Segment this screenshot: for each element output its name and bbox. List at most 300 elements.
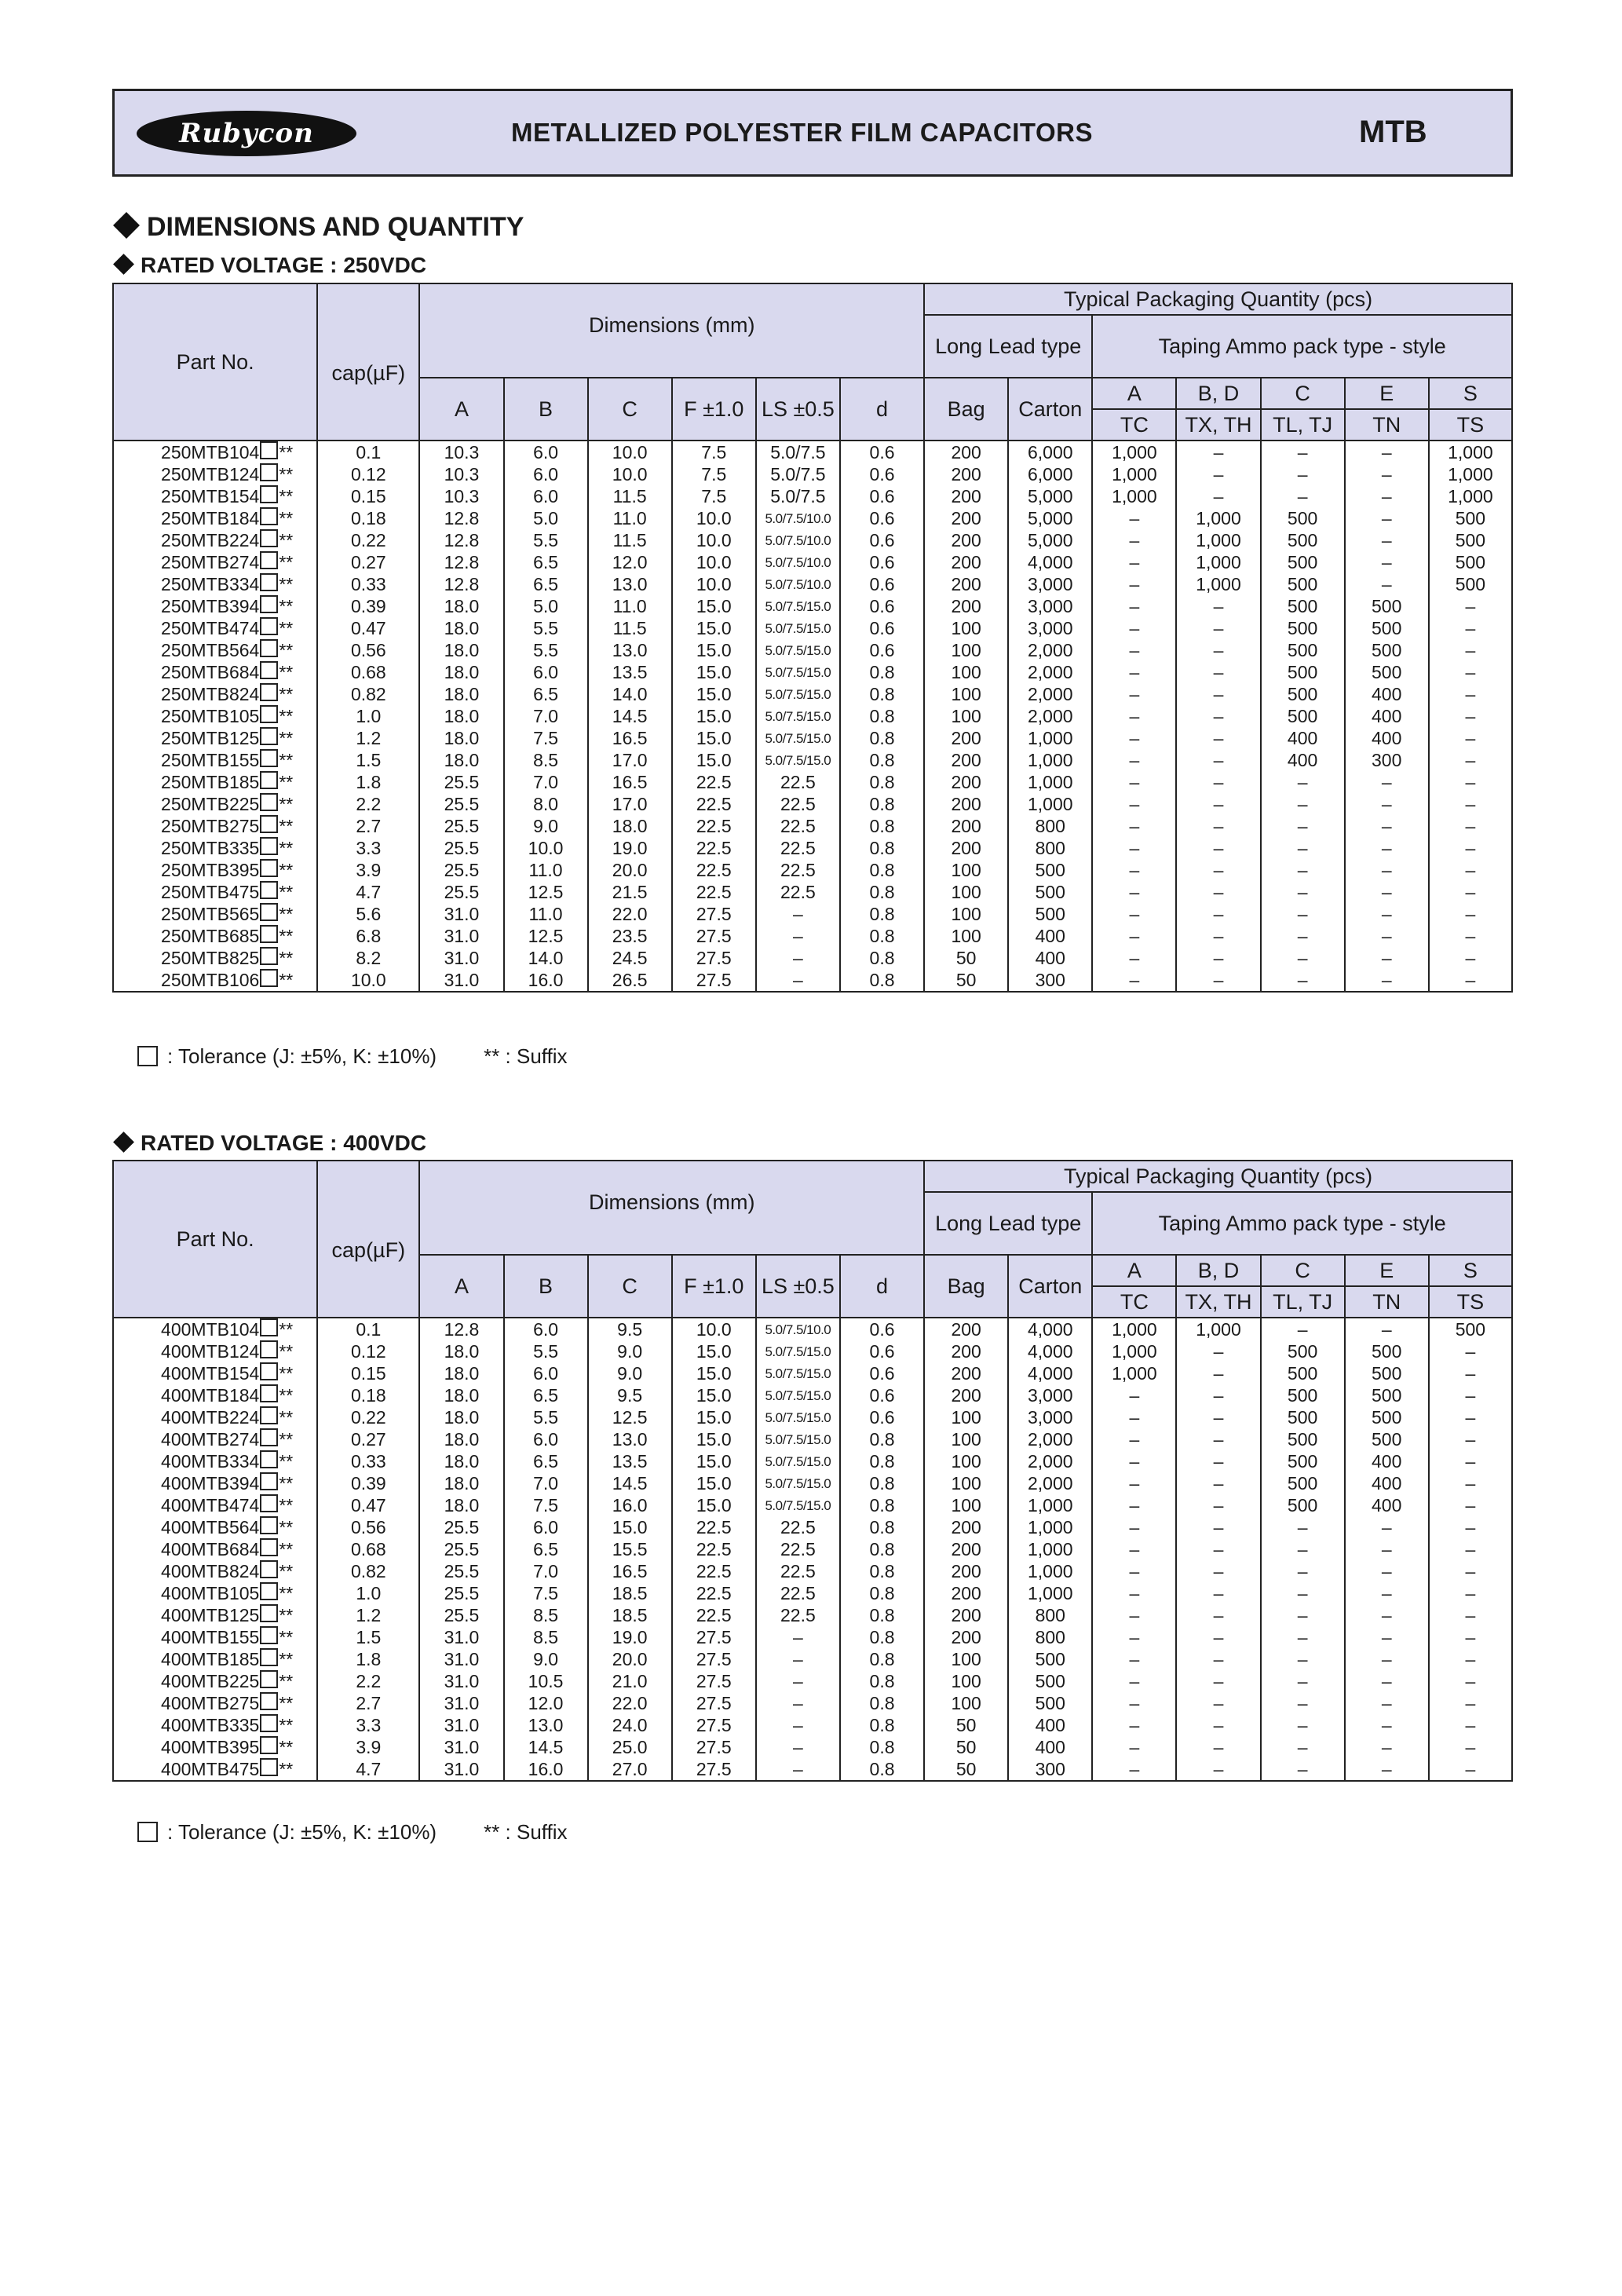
tolerance-note-text: : Tolerance (J: ±5%, K: ±10%) [167,1820,437,1844]
cell: 12.8 [419,507,503,529]
cell: 0.6 [840,595,924,617]
cell: – [1176,441,1260,463]
cell: 25.5 [419,1604,503,1626]
table-row [113,859,1512,881]
cell: 27.5 [672,969,756,992]
cell: – [1261,1648,1345,1670]
cell: – [1261,771,1345,793]
cell: – [1261,1670,1345,1692]
cell: 100 [924,1692,1008,1714]
cell: 0.8 [840,859,924,881]
cell: 200 [924,507,1008,529]
part-number: 400MTB274 [161,1429,260,1450]
cell: 0.12 [317,1340,419,1362]
header-carton: Carton [1008,1255,1092,1318]
cell: 11.5 [588,485,672,507]
cell: 10.0 [672,573,756,595]
cell: 10.3 [419,463,503,485]
cell: 0.6 [840,573,924,595]
cell: 1,000 [1176,1318,1260,1340]
cell: 500 [1261,661,1345,683]
cell: 500 [1345,639,1429,661]
cell: 0.6 [840,463,924,485]
cell: – [1345,925,1429,947]
cell: – [1429,1582,1512,1604]
cell: 500 [1261,1472,1345,1494]
cell: 22.5 [672,793,756,815]
cell: – [756,925,840,947]
part-number: 250MTB564 [161,640,260,660]
cell: 18.0 [588,815,672,837]
cell: 5.0/7.5/15.0 [756,661,840,683]
part-number-cell: 400MTB474 ** [113,1494,317,1516]
cell: 27.5 [672,925,756,947]
tolerance-box-icon [260,1736,278,1754]
cell: 500 [1261,1362,1345,1384]
cell: – [1345,1670,1429,1692]
header-style-3: E [1345,1255,1429,1286]
cell: 11.5 [588,617,672,639]
table-row [113,837,1512,859]
cell: 1,000 [1008,1560,1092,1582]
cell: – [1176,1384,1260,1406]
cell: – [1092,1714,1176,1736]
cell: 500 [1429,573,1512,595]
part-number: 250MTB395 [161,860,260,880]
cell: – [1176,1670,1260,1692]
cell: 200 [924,485,1008,507]
cell: 200 [924,529,1008,551]
cell: 31.0 [419,1714,503,1736]
cell: – [1345,485,1429,507]
cell: 0.8 [840,705,924,727]
tolerance-box-icon [260,1648,278,1666]
cell: 15.0 [588,1516,672,1538]
table-row [113,1560,1512,1582]
cell: 200 [924,815,1008,837]
cell: 200 [924,1318,1008,1340]
cell: 3.3 [317,837,419,859]
cell: 500 [1261,1428,1345,1450]
cell: 2,000 [1008,1428,1092,1450]
tolerance-box-icon [260,463,278,481]
cell: – [1092,1516,1176,1538]
cell: – [1092,1450,1176,1472]
rated-250vdc-table [112,283,1513,993]
cell: 22.5 [756,771,840,793]
cell: 25.0 [588,1736,672,1758]
cell: 5.0/7.5 [756,441,840,463]
cell: 500 [1261,617,1345,639]
cell: 3,000 [1008,573,1092,595]
header-dim-f: F ±1.0 [672,378,756,441]
cell: 800 [1008,1604,1092,1626]
part-number: 250MTB184 [161,508,260,528]
cell: 0.22 [317,529,419,551]
cell: – [1261,1560,1345,1582]
cell: – [1345,1582,1429,1604]
cell: – [1092,1758,1176,1781]
cell: 0.8 [840,683,924,705]
part-number-cell: 400MTB824 ** [113,1560,317,1582]
cell: 15.0 [672,1384,756,1406]
cell: – [1345,1736,1429,1758]
cell: 0.6 [840,1318,924,1340]
cell: – [1092,837,1176,859]
cell: – [1092,661,1176,683]
cell: 1,000 [1092,1362,1176,1384]
cell: 10.3 [419,441,503,463]
part-number: 400MTB104 [161,1319,260,1340]
cell: – [1176,1340,1260,1362]
cell: 7.5 [672,485,756,507]
cell: – [1176,837,1260,859]
series-name: MTB [1359,115,1427,149]
section-title-text: DIMENSIONS AND QUANTITY [147,212,524,242]
header-style-3: E [1345,378,1429,409]
cell: 0.6 [840,1384,924,1406]
cell: 1,000 [1008,1494,1092,1516]
cell: – [1092,1626,1176,1648]
part-number-cell: 250MTB824 ** [113,683,317,705]
cell: – [1429,1340,1512,1362]
cell: 20.0 [588,1648,672,1670]
tolerance-box-icon [260,617,278,635]
cell: 0.8 [840,925,924,947]
table-row [113,903,1512,925]
cell: 22.5 [672,1516,756,1538]
cell: 22.0 [588,1692,672,1714]
cell: – [1429,1362,1512,1384]
cell: 25.5 [419,1516,503,1538]
cell: 1,000 [1092,485,1176,507]
cell: 7.5 [504,727,588,749]
cell: 1,000 [1008,1538,1092,1560]
cell: 22.5 [756,859,840,881]
cell: 6.0 [504,1362,588,1384]
cell: – [1092,969,1176,992]
part-number-cell: 250MTB334 ** [113,573,317,595]
cell: 100 [924,1670,1008,1692]
cell: 10.0 [672,529,756,551]
cell: 500 [1429,529,1512,551]
cell: – [1176,815,1260,837]
part-number-cell: 400MTB334 ** [113,1450,317,1472]
cell: 27.5 [672,1736,756,1758]
cell: 0.39 [317,1472,419,1494]
header-code-2: TL, TJ [1261,1286,1345,1318]
cell: 100 [924,1648,1008,1670]
cell: 10.3 [419,485,503,507]
part-number-cell: 250MTB185 ** [113,771,317,793]
cell: 8.5 [504,1604,588,1626]
cell: – [1092,1538,1176,1560]
cell: – [1176,1362,1260,1384]
table-row [113,1340,1512,1362]
cell: 500 [1429,507,1512,529]
cell: 31.0 [419,1692,503,1714]
part-number-cell: 400MTB125 ** [113,1604,317,1626]
part-number: 250MTB154 [161,486,260,506]
cell: 0.8 [840,749,924,771]
cell: 500 [1261,1406,1345,1428]
header-long-lead-type: Long Lead type [924,315,1092,378]
cell: 0.8 [840,1560,924,1582]
cell: 0.6 [840,1340,924,1362]
cell: 1.0 [317,1582,419,1604]
part-number: 400MTB225 [161,1671,260,1691]
cell: – [1176,485,1260,507]
cell: 12.0 [504,1692,588,1714]
suffix-note-text: ** : Suffix [484,1820,568,1844]
cell: 3.9 [317,859,419,881]
header-dim-a: A [419,378,503,441]
header-taping-ammo-type: Taping Ammo pack type - style [1092,315,1512,378]
cell: 12.0 [588,551,672,573]
cell: 21.0 [588,1670,672,1692]
cell: 6.0 [504,441,588,463]
part-number: 250MTB684 [161,662,260,682]
cell: 500 [1261,1384,1345,1406]
cell: 17.0 [588,749,672,771]
cell: 0.8 [840,1648,924,1670]
cell: 6,000 [1008,441,1092,463]
cell: 7.5 [672,441,756,463]
tolerance-box-icon [260,1450,278,1468]
header-code-0: TC [1092,409,1176,441]
tolerance-note-1 [137,1044,568,1069]
cell: 1,000 [1429,463,1512,485]
cell: – [1429,1560,1512,1582]
part-number-cell: 250MTB395 ** [113,859,317,881]
cell: – [1092,1648,1176,1670]
cell: 1.2 [317,727,419,749]
cell: 18.0 [419,727,503,749]
cell: – [1429,1472,1512,1494]
part-number-cell: 250MTB225 ** [113,793,317,815]
cell: 500 [1345,1340,1429,1362]
header-long-lead-type: Long Lead type [924,1192,1092,1255]
tolerance-box-icon [260,1472,278,1490]
cell: – [1176,1758,1260,1781]
cell: – [1429,859,1512,881]
cell: – [1261,1758,1345,1781]
cell: – [1092,1406,1176,1428]
cell: 400 [1345,1450,1429,1472]
header-dim-c: C [588,378,672,441]
cell: 22.5 [672,1538,756,1560]
cell: 22.5 [672,1582,756,1604]
cell: 22.5 [672,771,756,793]
cell: 6.5 [504,573,588,595]
cell: 10.0 [317,969,419,992]
cell: 0.8 [840,1736,924,1758]
tolerance-box-icon [260,771,278,789]
cell: 31.0 [419,947,503,969]
table-row [113,969,1512,992]
cell: – [1345,1626,1429,1648]
cell: – [1429,683,1512,705]
tolerance-box-icon [260,1582,278,1600]
cell: – [1429,881,1512,903]
cell: 22.5 [756,793,840,815]
cell: 0.6 [840,1362,924,1384]
cell: 5.5 [504,529,588,551]
cell: 22.5 [672,881,756,903]
cell: 500 [1008,903,1092,925]
cell: 18.5 [588,1604,672,1626]
cell: 4,000 [1008,1340,1092,1362]
cell: – [1261,1516,1345,1538]
cell: 500 [1429,1318,1512,1340]
cell: 4,000 [1008,1318,1092,1340]
cell: – [1092,1472,1176,1494]
cell: 31.0 [419,903,503,925]
cell: – [1176,859,1260,881]
cell: 20.0 [588,859,672,881]
cell: 0.82 [317,683,419,705]
cell: 200 [924,1516,1008,1538]
cell: – [1092,1560,1176,1582]
cell: 7.5 [672,463,756,485]
cell: 3,000 [1008,1384,1092,1406]
part-number-cell: 400MTB395 ** [113,1736,317,1758]
cell: 5.5 [504,617,588,639]
cell: 17.0 [588,793,672,815]
cell: – [1092,595,1176,617]
cell: 25.5 [419,1538,503,1560]
cell: – [1345,1604,1429,1626]
table-row [113,485,1512,507]
cell: 100 [924,1450,1008,1472]
cell: 200 [924,1538,1008,1560]
cell: 300 [1008,969,1092,992]
cell: 16.5 [588,771,672,793]
header-style-4: S [1429,1255,1512,1286]
part-number: 400MTB125 [161,1605,260,1625]
cell: – [1176,749,1260,771]
part-number-cell: 250MTB825 ** [113,947,317,969]
cell: 0.47 [317,617,419,639]
table-row [113,617,1512,639]
cell: 13.0 [588,1428,672,1450]
cell: 6.0 [504,1428,588,1450]
part-number-cell: 400MTB105 ** [113,1582,317,1604]
cell: 0.6 [840,441,924,463]
cell: 200 [924,837,1008,859]
cell: – [1345,859,1429,881]
header-dim-ls: LS ±0.5 [756,378,840,441]
cell: 0.27 [317,551,419,573]
header-style-1: B, D [1176,378,1260,409]
cell: 6.8 [317,925,419,947]
cell: 50 [924,947,1008,969]
part-number-cell: 250MTB184 ** [113,507,317,529]
cell: 5.0/7.5/15.0 [756,1406,840,1428]
checkbox-symbol-icon [137,1046,158,1066]
cell: – [1092,639,1176,661]
cell: – [1261,815,1345,837]
cell: 500 [1261,1494,1345,1516]
cell: 7.0 [504,1560,588,1582]
part-number-cell: 250MTB474 ** [113,617,317,639]
cell: – [1092,1428,1176,1450]
part-number-cell: 400MTB275 ** [113,1692,317,1714]
part-number-cell: 400MTB335 ** [113,1714,317,1736]
tolerance-box-icon [260,815,278,833]
cell: – [1261,969,1345,992]
cell: 6.5 [504,1384,588,1406]
cell: 12.8 [419,573,503,595]
cell: 9.0 [504,815,588,837]
part-number-cell: 250MTB124 ** [113,463,317,485]
cell: 500 [1345,1406,1429,1428]
cell: – [1261,1538,1345,1560]
cell: 500 [1261,1340,1345,1362]
tolerance-box-icon [260,1714,278,1732]
cell: – [756,1758,840,1781]
cell: 1.8 [317,771,419,793]
cell: – [1429,771,1512,793]
tolerance-box-icon [260,925,278,943]
cell: 4.7 [317,881,419,903]
cell: – [1176,595,1260,617]
cell: – [1176,1714,1260,1736]
cell: 800 [1008,837,1092,859]
cell: 18.0 [419,595,503,617]
header-dim-ls: LS ±0.5 [756,1255,840,1318]
cell: 0.8 [840,815,924,837]
tolerance-box-icon [260,1758,278,1776]
header-taping-ammo-type: Taping Ammo pack type - style [1092,1192,1512,1255]
table-row [113,1538,1512,1560]
cell: – [1345,529,1429,551]
cell: 27.5 [672,1758,756,1781]
cell: 5.0/7.5/15.0 [756,1384,840,1406]
cell: 16.5 [588,1560,672,1582]
table-row [113,925,1512,947]
cell: 22.5 [672,1604,756,1626]
cell: 11.0 [588,595,672,617]
cell: 31.0 [419,969,503,992]
tolerance-box-icon [260,1362,278,1380]
cell: 400 [1345,727,1429,749]
cell: 6.5 [504,683,588,705]
cell: 31.0 [419,1626,503,1648]
tolerance-box-icon [260,1604,278,1622]
cell: 22.5 [756,881,840,903]
part-number: 400MTB395 [161,1737,260,1757]
cell: 0.8 [840,1450,924,1472]
cell: 6,000 [1008,463,1092,485]
cell: – [1092,1494,1176,1516]
cell: 50 [924,1714,1008,1736]
table-row [113,1428,1512,1450]
cell: 200 [924,1560,1008,1582]
cell: 400 [1008,925,1092,947]
part-number: 250MTB565 [161,904,260,924]
part-number-cell: 250MTB104 ** [113,441,317,463]
cell: 8.5 [504,1626,588,1648]
table-row [113,463,1512,485]
cell: 5.0/7.5/15.0 [756,1362,840,1384]
header-style-2: C [1261,1255,1345,1286]
cell: 18.0 [419,749,503,771]
table-row [113,947,1512,969]
cell: 5.0/7.5/15.0 [756,639,840,661]
cell: 200 [924,1362,1008,1384]
cell: – [1429,1516,1512,1538]
